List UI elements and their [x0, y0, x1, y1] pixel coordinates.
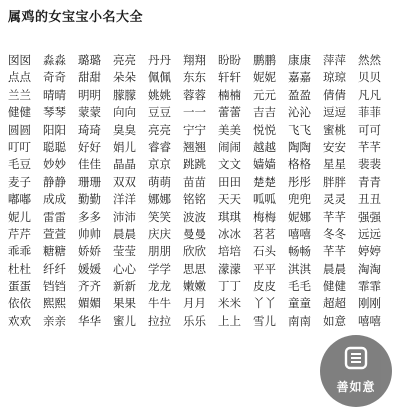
name-cell: 拉拉	[148, 313, 171, 328]
name-cell: 琪琪	[218, 209, 241, 224]
name-cell: 明明	[78, 87, 101, 102]
name-cell: 齐齐	[78, 279, 101, 294]
name-cell: 佩佩	[148, 70, 171, 85]
name-cell: 陶陶	[288, 139, 311, 154]
name-cell: 沛沛	[113, 209, 136, 224]
name-cell: 梅梅	[253, 209, 276, 224]
name-cell: 萌萌	[148, 174, 171, 189]
name-cell: 好好	[78, 139, 101, 154]
name-cell: 远远	[358, 226, 381, 241]
watermark-text: 善如意	[336, 380, 376, 394]
name-cell: 米米	[218, 296, 241, 311]
name-cell: 月月	[183, 296, 206, 311]
name-cell: 淼淼	[43, 53, 66, 67]
name-cell: 琼琼	[323, 70, 346, 85]
name-cell: 蓉蓉	[183, 87, 206, 102]
name-cell: 晨晨	[323, 261, 346, 276]
name-cell: 嫩嫩	[183, 279, 206, 294]
name-cell: 朵朵	[113, 70, 136, 85]
name-cell: 闹闹	[218, 139, 241, 154]
name-cell: 楚楚	[253, 174, 276, 189]
name-cell: 嘟嘟	[8, 192, 31, 207]
name-cell: 凡凡	[358, 87, 381, 102]
name-cell: 双双	[113, 174, 136, 189]
name-cell: 妮娜	[288, 209, 311, 224]
name-cell: 成成	[43, 192, 66, 207]
name-cell: 蜜桃	[323, 122, 346, 137]
name-cell: 嘻嘻	[288, 226, 311, 241]
name-cell: 欢欢	[8, 313, 31, 328]
name-cell: 龙龙	[148, 279, 171, 294]
name-cell: 臭臭	[113, 122, 136, 137]
name-cell: 姚姚	[148, 87, 171, 102]
name-cell: 豆豆	[148, 105, 171, 120]
name-cell: 娟儿	[113, 139, 136, 154]
name-cell: 点点	[8, 70, 31, 85]
name-cell: 新新	[113, 279, 136, 294]
name-cell: 青青	[358, 174, 381, 189]
name-cell: 畅畅	[288, 244, 311, 259]
name-cell: 纤纤	[43, 261, 66, 276]
name-cell: 琴琴	[43, 105, 66, 120]
name-cell: 芊芊	[358, 139, 381, 154]
name-cell: 铛铛	[43, 279, 66, 294]
name-cell: 健健	[8, 105, 31, 120]
name-cell: 健健	[323, 279, 346, 294]
name-cell: 一一	[183, 105, 206, 120]
name-cell: 彤彤	[288, 174, 311, 189]
name-cell: 笑笑	[148, 209, 171, 224]
name-cell: 冬冬	[323, 226, 346, 241]
name-cell: 茗茗	[253, 226, 276, 241]
name-cell: 可可	[358, 122, 381, 137]
name-cell: 轩轩	[218, 70, 241, 85]
name-cell: 苗苗	[183, 174, 206, 189]
name-cell: 飞飞	[288, 122, 311, 137]
name-cell: 呱呱	[253, 192, 276, 207]
name-cell: 跳跳	[183, 157, 206, 172]
name-cell: 囡囡	[8, 53, 31, 67]
name-cell: 晴晴	[43, 87, 66, 102]
name-cell: 甜甜	[78, 70, 101, 85]
name-cell: 亮亮	[148, 122, 171, 137]
name-cell: 婷婷	[358, 244, 381, 259]
name-cell: 毛毛	[288, 279, 311, 294]
name-cell: 刚刚	[358, 296, 381, 311]
name-cell: 平平	[253, 261, 276, 276]
name-cell: 天天	[218, 192, 241, 207]
name-cell: 胖胖	[323, 174, 346, 189]
name-cell: 心心	[113, 261, 136, 276]
name-cell: 丁丁	[218, 279, 241, 294]
name-cell: 思思	[183, 261, 206, 276]
name-cell: 向向	[113, 105, 136, 120]
names-grid	[8, 52, 392, 330]
name-cell: 珊珊	[78, 174, 101, 189]
name-cell: 芊芊	[323, 244, 346, 259]
name-cell: 灵灵	[323, 192, 346, 207]
name-cell: 贝贝	[358, 70, 381, 85]
name-cell: 佳佳	[78, 157, 101, 172]
name-cell: 超超	[323, 296, 346, 311]
name-cell: 培培	[218, 244, 241, 259]
name-cell: 曼曼	[183, 226, 206, 241]
name-cell: 兜兜	[288, 192, 311, 207]
name-cell: 宁宁	[183, 122, 206, 137]
name-cell: 萱萱	[43, 226, 66, 241]
name-cell: 星星	[323, 157, 346, 172]
name-cell: 丹丹	[148, 53, 171, 67]
name-cell: 霏霏	[358, 279, 381, 294]
name-cell: 田田	[218, 174, 241, 189]
name-cell: 翔翔	[183, 53, 206, 67]
name-cell: 丑丑	[358, 192, 381, 207]
name-cell: 美美	[218, 122, 241, 137]
name-cell: 文文	[218, 157, 241, 172]
name-cell: 兰兰	[8, 87, 31, 102]
name-cell: 熙熙	[43, 296, 66, 311]
name-cell: 蕾蕾	[218, 105, 241, 120]
watermark-logo	[320, 335, 392, 407]
name-cell: 欣欣	[183, 244, 206, 259]
name-cell: 强强	[358, 209, 381, 224]
name-cell: 南南	[288, 313, 311, 328]
name-cell: 冰冰	[218, 226, 241, 241]
name-cell: 铭铭	[183, 192, 206, 207]
name-cell: 圆圆	[8, 122, 31, 137]
name-cell: 盈盈	[288, 87, 311, 102]
name-cell: 亲亲	[43, 313, 66, 328]
name-cell: 康康	[288, 53, 311, 67]
name-cell: 萍萍	[323, 53, 346, 67]
name-cell: 格格	[288, 157, 311, 172]
name-cell: 璐璐	[78, 53, 101, 67]
name-cell: 聪聪	[43, 139, 66, 154]
name-cell: 皮皮	[253, 279, 276, 294]
name-cell: 菲菲	[358, 105, 381, 120]
name-cell: 麦子	[8, 174, 31, 189]
name-cell: 沁沁	[288, 105, 311, 120]
name-cell: 毛豆	[8, 157, 31, 172]
name-cell: 雷雷	[43, 209, 66, 224]
name-cell: 洋洋	[113, 192, 136, 207]
name-cell: 童童	[288, 296, 311, 311]
name-cell: 逗逗	[323, 105, 346, 120]
name-cell: 石头	[253, 244, 276, 259]
name-cell: 嘉嘉	[288, 70, 311, 85]
name-cell: 芊芊	[323, 209, 346, 224]
name-cell: 东东	[183, 70, 206, 85]
name-cell: 淘淘	[358, 261, 381, 276]
auspicious-knot-icon	[343, 345, 369, 371]
name-cell: 亮亮	[113, 53, 136, 67]
name-cell: 牛牛	[148, 296, 171, 311]
name-cell: 静静	[43, 174, 66, 189]
name-cell: 鹏鹏	[253, 53, 276, 67]
name-cell: 娜娜	[148, 192, 171, 207]
name-cell: 庆庆	[148, 226, 171, 241]
name-cell: 安安	[323, 139, 346, 154]
name-cell: 华华	[78, 313, 101, 328]
name-cell: 学学	[148, 261, 171, 276]
name-cell: 倩倩	[323, 87, 346, 102]
name-cell: 上上	[218, 313, 241, 328]
name-cell: 京京	[148, 157, 171, 172]
name-cell: 然然	[358, 53, 381, 67]
name-cell: 依依	[8, 296, 31, 311]
name-cell: 莹莹	[113, 244, 136, 259]
name-cell: 琦琦	[78, 122, 101, 137]
name-cell: 勤勤	[78, 192, 101, 207]
name-cell: 晶晶	[113, 157, 136, 172]
name-cell: 蜜儿	[113, 313, 136, 328]
name-cell: 妙妙	[43, 157, 66, 172]
name-cell: 嘻嘻	[358, 313, 381, 328]
name-cell: 娇娇	[78, 244, 101, 259]
name-cell: 杜杜	[8, 261, 31, 276]
name-cell: 多多	[78, 209, 101, 224]
name-cell: 妮妮	[253, 70, 276, 85]
name-cell: 如意	[323, 313, 346, 328]
name-cell: 媛媛	[78, 261, 101, 276]
name-cell: 吉吉	[253, 105, 276, 120]
name-cell: 叮叮	[8, 139, 31, 154]
name-cell: 裴裴	[358, 157, 381, 172]
name-cell: 丫丫	[253, 296, 276, 311]
name-cell: 奇奇	[43, 70, 66, 85]
name-cell: 帅帅	[78, 226, 101, 241]
name-cell: 睿睿	[148, 139, 171, 154]
name-cell: 晨晨	[113, 226, 136, 241]
name-cell: 朦朦	[113, 87, 136, 102]
name-cell: 楠楠	[218, 87, 241, 102]
name-cell: 乐乐	[183, 313, 206, 328]
name-cell: 朋朋	[148, 244, 171, 259]
name-cell: 嫱嫱	[253, 157, 276, 172]
name-cell: 越越	[253, 139, 276, 154]
name-cell: 妮儿	[8, 209, 31, 224]
name-cell: 濛濛	[218, 261, 241, 276]
page-title: 属鸡的女宝宝小名大全	[8, 10, 144, 25]
name-cell: 蛋蛋	[8, 279, 31, 294]
name-cell: 芹芹	[8, 226, 31, 241]
name-cell: 元元	[253, 87, 276, 102]
name-cell: 淇淇	[288, 261, 311, 276]
name-cell: 波波	[183, 209, 206, 224]
name-cell: 翘翘	[183, 139, 206, 154]
name-cell: 盼盼	[218, 53, 241, 67]
name-cell: 果果	[113, 296, 136, 311]
name-cell: 雪儿	[253, 313, 276, 328]
name-cell: 乖乖	[8, 244, 31, 259]
name-cell: 媚媚	[78, 296, 101, 311]
name-cell: 阳阳	[43, 122, 66, 137]
name-cell: 蒙蒙	[78, 105, 101, 120]
name-cell: 悦悦	[253, 122, 276, 137]
name-cell: 糖糖	[43, 244, 66, 259]
